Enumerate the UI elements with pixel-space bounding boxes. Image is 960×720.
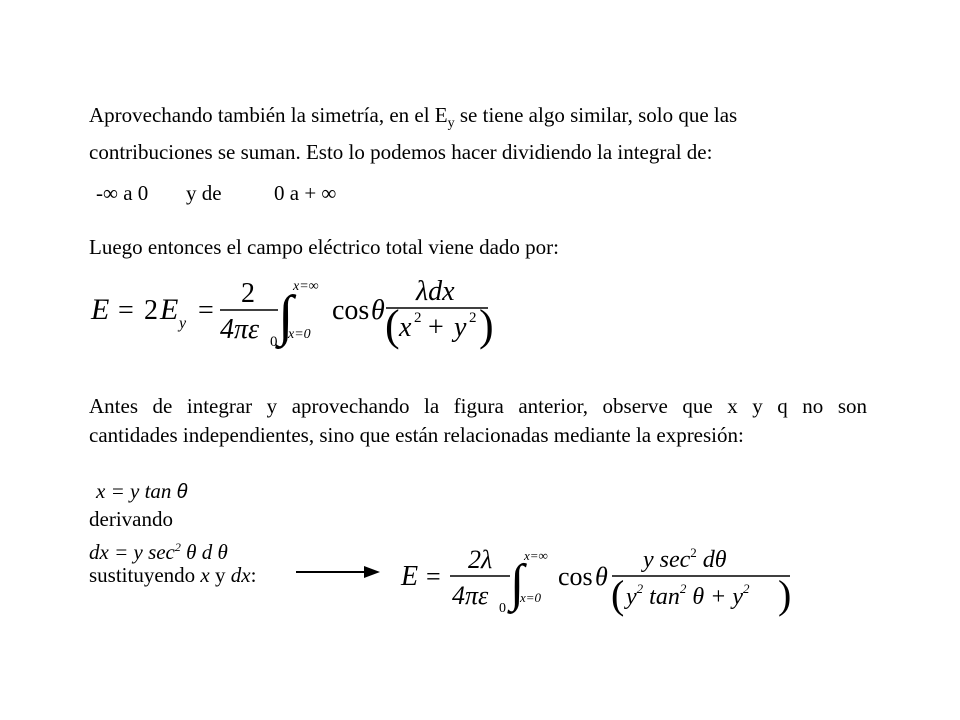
- eq2-lparen: (: [611, 572, 625, 617]
- equation-substituted: [398, 540, 798, 620]
- range-2: y de: [186, 181, 222, 205]
- eq1-rparen: ): [479, 301, 494, 350]
- eq1-num: 2: [241, 278, 255, 309]
- before-line-1: Antes de integrar y aprovechando la figura anterior, observe que x y q no son: [89, 394, 867, 418]
- intro-line-2: contribuciones se suman. Esto lo podemos hacer dividiendo la integral de:: [89, 140, 713, 164]
- eq1-plus: +: [428, 312, 444, 343]
- equation-total-field: [88, 272, 518, 352]
- intro-line-1: Aprovechando también la simetría, en el $E_y$ se tiene algo similar, solo que las: [89, 103, 738, 131]
- eq2-rparen: ): [778, 572, 792, 617]
- eq1-x: x: [399, 312, 412, 343]
- eq1-Ey: E: [160, 293, 179, 326]
- eq2-theta: θ: [595, 562, 608, 591]
- range-3: 0 a + ∞: [274, 181, 337, 205]
- theta-symbol: θ: [176, 481, 188, 503]
- eq1-Ey-sub: y: [179, 315, 187, 332]
- eq1-E: E: [91, 293, 110, 326]
- sustituyendo-label: sustituyendo x y dx:: [89, 563, 257, 587]
- intro-paragraph: [89, 101, 805, 167]
- range-1: -∞ a 0: [96, 181, 149, 205]
- eq2-bottom: $y^2$ $\tan^2 \theta + y^2$: [626, 581, 750, 610]
- eq2-lower-limit: x=0: [520, 590, 542, 605]
- eq1-y: y: [454, 312, 467, 343]
- before-paragraph: [89, 392, 867, 450]
- arrow-icon: [296, 562, 386, 582]
- eq1-x-exp: 2: [414, 310, 422, 326]
- before-line-2: cantidades independientes, sino que están relacionadas mediante la expresión:: [89, 423, 744, 447]
- eq1-cos: cos: [332, 295, 370, 326]
- dx-relation: dx = y $\sec^2 \theta$ d θ: [89, 540, 228, 564]
- eq2-E: E: [401, 561, 419, 592]
- eq1-equals: =: [118, 295, 134, 326]
- eq2-den: 4πε: [452, 581, 489, 610]
- eq2-cos: cos: [558, 562, 593, 591]
- eq2-upper-limit: x=∞: [524, 548, 548, 563]
- eq1-integral-sign: ∫: [278, 285, 294, 347]
- eq1-two: 2: [144, 295, 158, 326]
- eq2-equals: =: [426, 562, 441, 591]
- total-field-text: Luego entonces el campo eléctrico total viene dado por:: [89, 235, 559, 259]
- eq2-num: 2λ: [468, 545, 493, 574]
- eq1-lparen: (: [385, 301, 400, 350]
- eq1-den-sub: 0: [270, 334, 278, 350]
- eq2-top: y $\sec^2 d\theta$: [643, 545, 727, 573]
- eq1-den: 4πε: [220, 314, 260, 345]
- eq1-lower-limit: x=0: [288, 327, 311, 342]
- derivando-label: derivando: [89, 507, 173, 531]
- eq1-y-exp: 2: [469, 310, 477, 326]
- eq2-den-sub: 0: [499, 601, 506, 616]
- relation-x-tan: x = y tan θ: [96, 479, 188, 503]
- eq1-upper-limit: x=∞: [293, 279, 319, 294]
- eq1-theta: θ: [371, 295, 385, 326]
- eq1-equals-2: =: [198, 295, 214, 326]
- eq2-integral-sign: ∫: [510, 555, 525, 612]
- eq1-frac-num: λdx: [416, 276, 455, 307]
